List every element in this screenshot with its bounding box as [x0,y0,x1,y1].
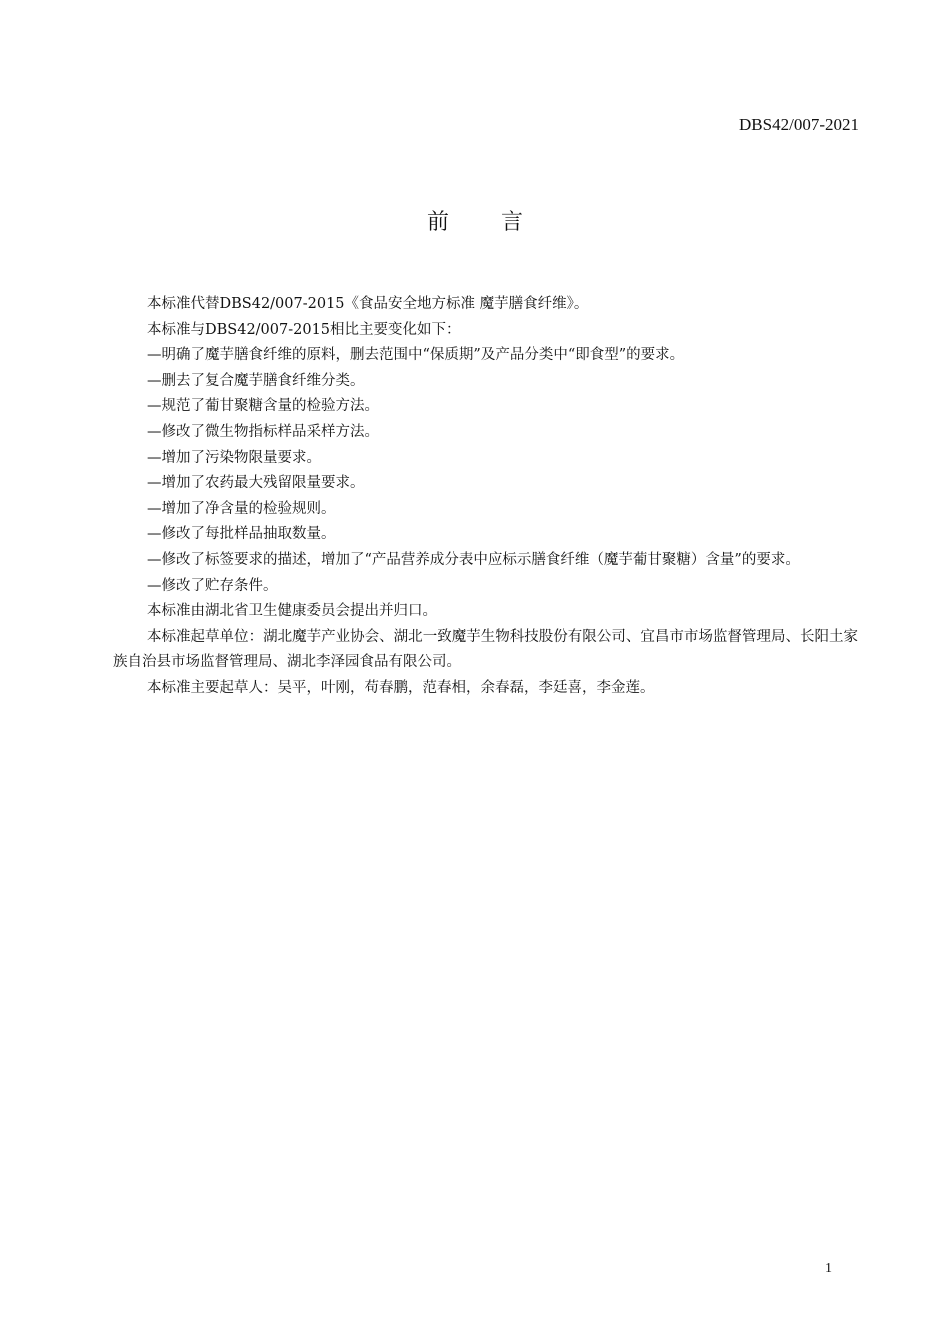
paragraph-proposer: 本标准由湖北省卫生健康委员会提出并归口。 [147,603,437,620]
paragraph-drafters: 本标准主要起草人：吴平，叶刚，苟春鹏，范春相，余春磊，李廷喜，李金莲。 [147,679,655,696]
page-title: 前言 [426,210,575,235]
change-item: —修改了微生物指标样品采样方法。 [147,423,379,440]
page-number: 1 [825,1261,832,1276]
foreword-body [113,292,858,702]
change-item: —修改了每批样品抽取数量。 [147,526,336,543]
change-item: —修改了标签要求的描述，增加了“产品营养成分表中应标示膳食纤维（魔芋葡甘聚糖）含量”的要求。 [147,551,800,568]
paragraph-drafting-units: 本标准起草单位：湖北魔芋产业协会、湖北一致魔芋生物科技股份有限公司、宜昌市市场监督管理局、长阳土家族自治县市场监督管理局、湖北李泽园食品有限公司。 [113,628,858,671]
paragraph-replaces: 本标准代替DBS42/007-2015《食品安全地方标准 魔芋膳食纤维》。 [147,296,589,312]
paragraph-changes-intro: 本标准与DBS42/007-2015相比主要变化如下： [147,321,461,338]
change-item: —增加了农药最大残留限量要求。 [147,475,365,492]
change-item: —增加了净含量的检验规则。 [147,500,336,517]
change-item: —修改了贮存条件。 [147,577,278,594]
change-item: —删去了复合魔芋膳食纤维分类。 [147,372,365,389]
document-code: DBS42/007-2021 [739,115,859,134]
change-item: —增加了污染物限量要求。 [147,449,321,466]
change-item: —规范了葡甘聚糖含量的检验方法。 [147,398,379,415]
change-item: —明确了魔芋膳食纤维的原料，删去范围中“保质期”及产品分类中“即食型”的要求。 [147,347,685,364]
